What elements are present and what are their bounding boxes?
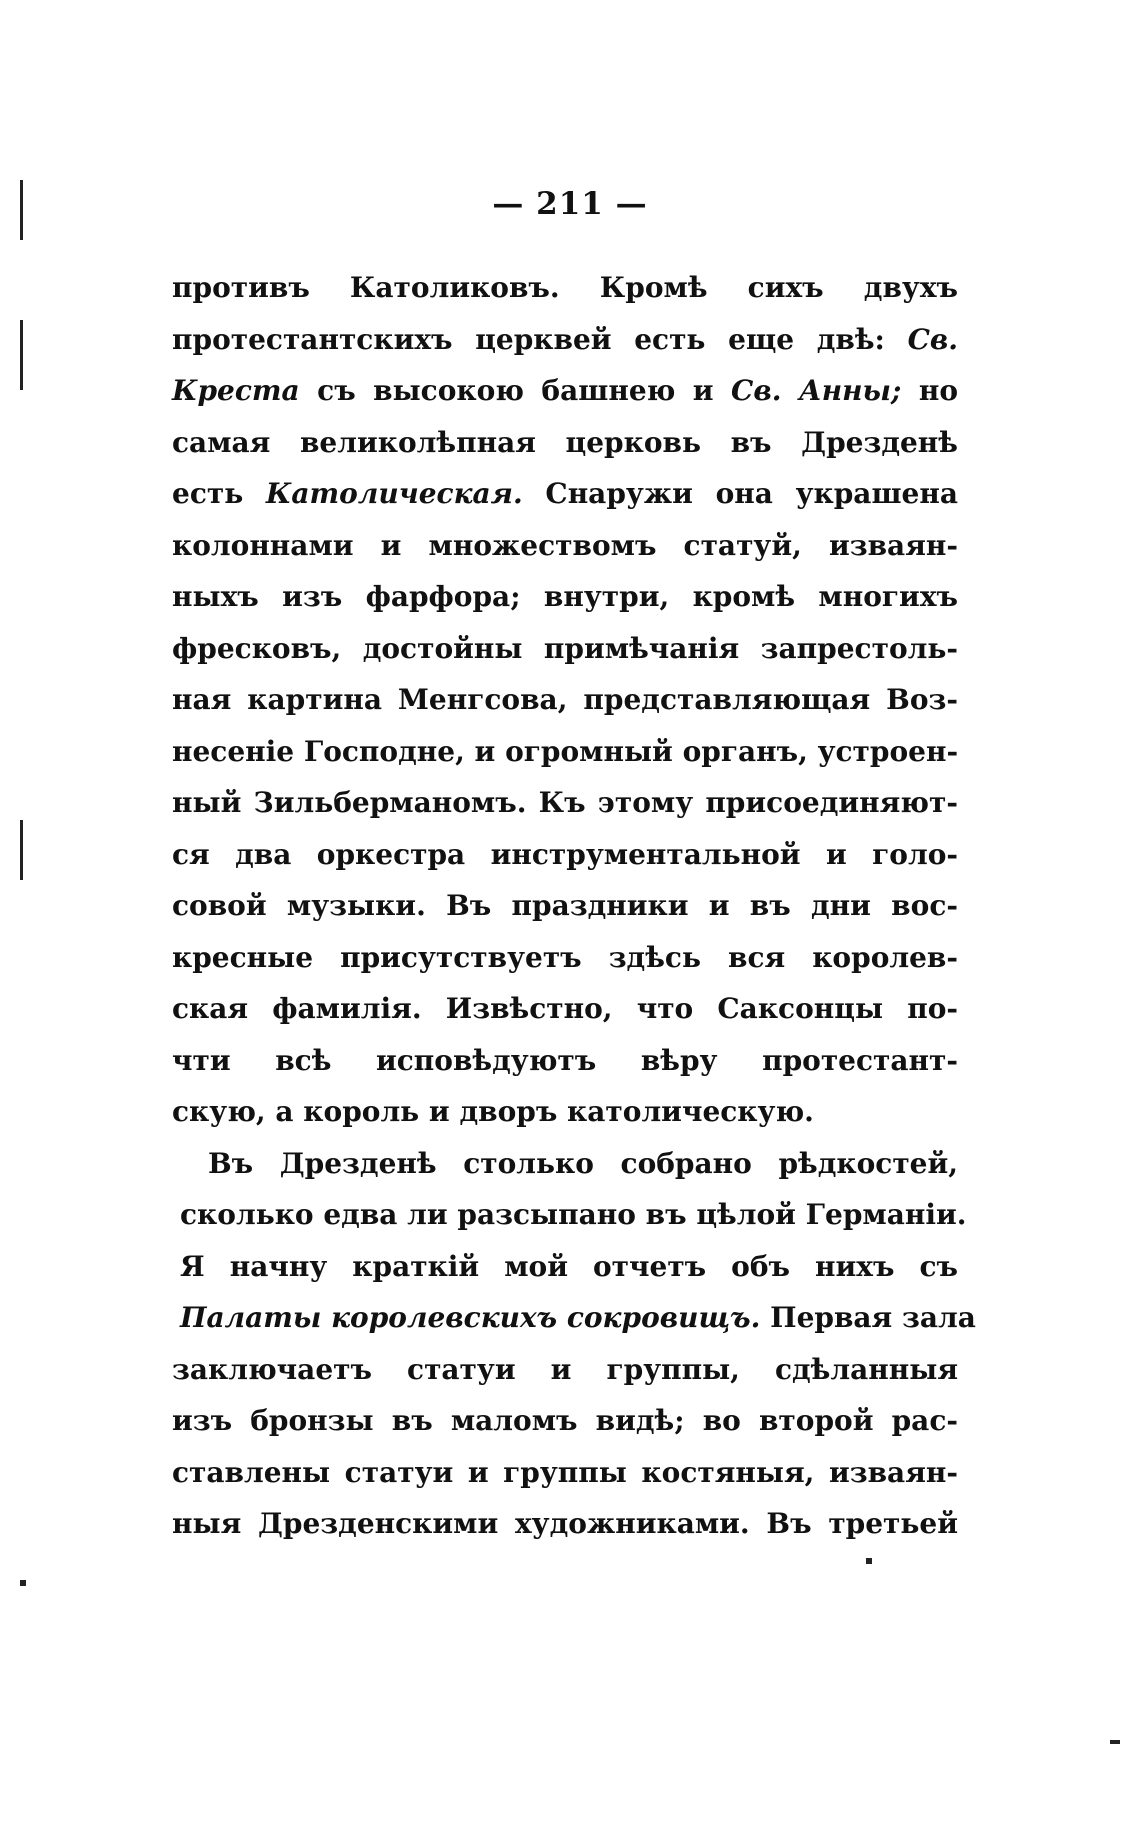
margin-mark [1110,1740,1120,1744]
margin-mark [20,1580,26,1586]
line-text: ныхъ изъ фарфора; внутри, кромѣ многихъ [172,580,958,613]
text-line [172,983,958,1035]
margin-mark [866,1558,872,1564]
italic-text: Св. [907,322,958,356]
text-line [172,468,958,520]
text-line [172,623,958,675]
line-text: ныя Дрезденскими художниками. Въ третьей [172,1507,958,1540]
italic-text: Св. Анны; [731,374,902,407]
italic-text: Креста [172,374,300,407]
text-line [172,1498,958,1550]
line-text: есть [172,477,266,510]
italic-text: Палаты королевскихъ сокровищъ. [180,1301,761,1334]
margin-mark [20,820,23,880]
margin-mark [20,180,23,240]
line-text: самая великолѣпная церковь въ Дрезденѣ [172,425,958,459]
text-line [172,777,958,829]
text-line [172,1035,958,1087]
line-text: ная картина Менгсова, представляющая Воз- [172,683,958,716]
text-line [172,1292,976,1344]
line-text: ный Зильберманомъ. Къ этому присоединяют- [172,786,958,819]
text-line [172,1241,958,1293]
text-line [172,262,958,314]
page-number: — 211 — [492,186,648,222]
line-text: совой музыки. Въ праздники и въ дни вос- [172,889,958,922]
line-text: Въ Дрезденѣ столько собрано рѣдкостей, [208,1146,958,1180]
line-text: чти всѣ исповѣдуютъ вѣру протестант- [172,1043,958,1077]
text-line [172,880,958,932]
text-line [172,932,958,984]
text-line [172,1138,958,1190]
line-text: кресные присутствуетъ здѣсь вся королев- [172,940,958,974]
body-text [172,262,976,1550]
line-text: Я начну краткій мой отчетъ объ нихъ съ [180,1249,958,1283]
line-text: несеніе Господне, и огромный органъ, устроен- [172,734,959,768]
text-line [172,674,958,726]
line-text: протестантскихъ церквей есть еще двѣ: [172,322,908,356]
line-text: противъ Католиковъ. Кромѣ сихъ двухъ [172,271,958,304]
line-text: фресковъ, достойны примѣчанія запрестоль- [172,631,958,665]
margin-mark [20,320,23,390]
line-text: ся два оркестра инструментальной и голо- [172,837,958,871]
text-line [172,1086,958,1138]
line-text: но [901,374,958,407]
text-line [172,571,958,623]
line-text: сколько едва ли разсыпано въ цѣлой Германіи. [180,1198,967,1231]
text-line [172,829,958,881]
text-line [172,1447,958,1499]
italic-text: Католическая. [265,477,523,510]
line-text: Снаружи она украшена [522,477,958,510]
text-line [172,520,958,572]
text-line [172,1395,958,1447]
text-line [172,365,958,417]
line-text: ская фамилія. Извѣстно, что Саксонцы по- [172,992,958,1025]
line-text: ставлены статуи и группы костяныя, изваян- [172,1455,958,1489]
line-text: скую, а король и дворъ католическую. [172,1095,814,1128]
text-line [172,314,958,366]
line-text: заключаетъ статуи и группы, сдѣланныя [172,1352,958,1386]
line-text: изъ бронзы въ маломъ видѣ; во второй рас- [172,1404,958,1437]
text-line [172,1344,958,1396]
line-text: колоннами и множествомъ статуй, изваян- [172,528,958,562]
text-line [172,726,958,778]
line-text: Первая зала [760,1301,976,1334]
text-line [172,417,958,469]
text-line [172,1189,967,1241]
line-text: съ высокою башнею и [299,374,732,407]
